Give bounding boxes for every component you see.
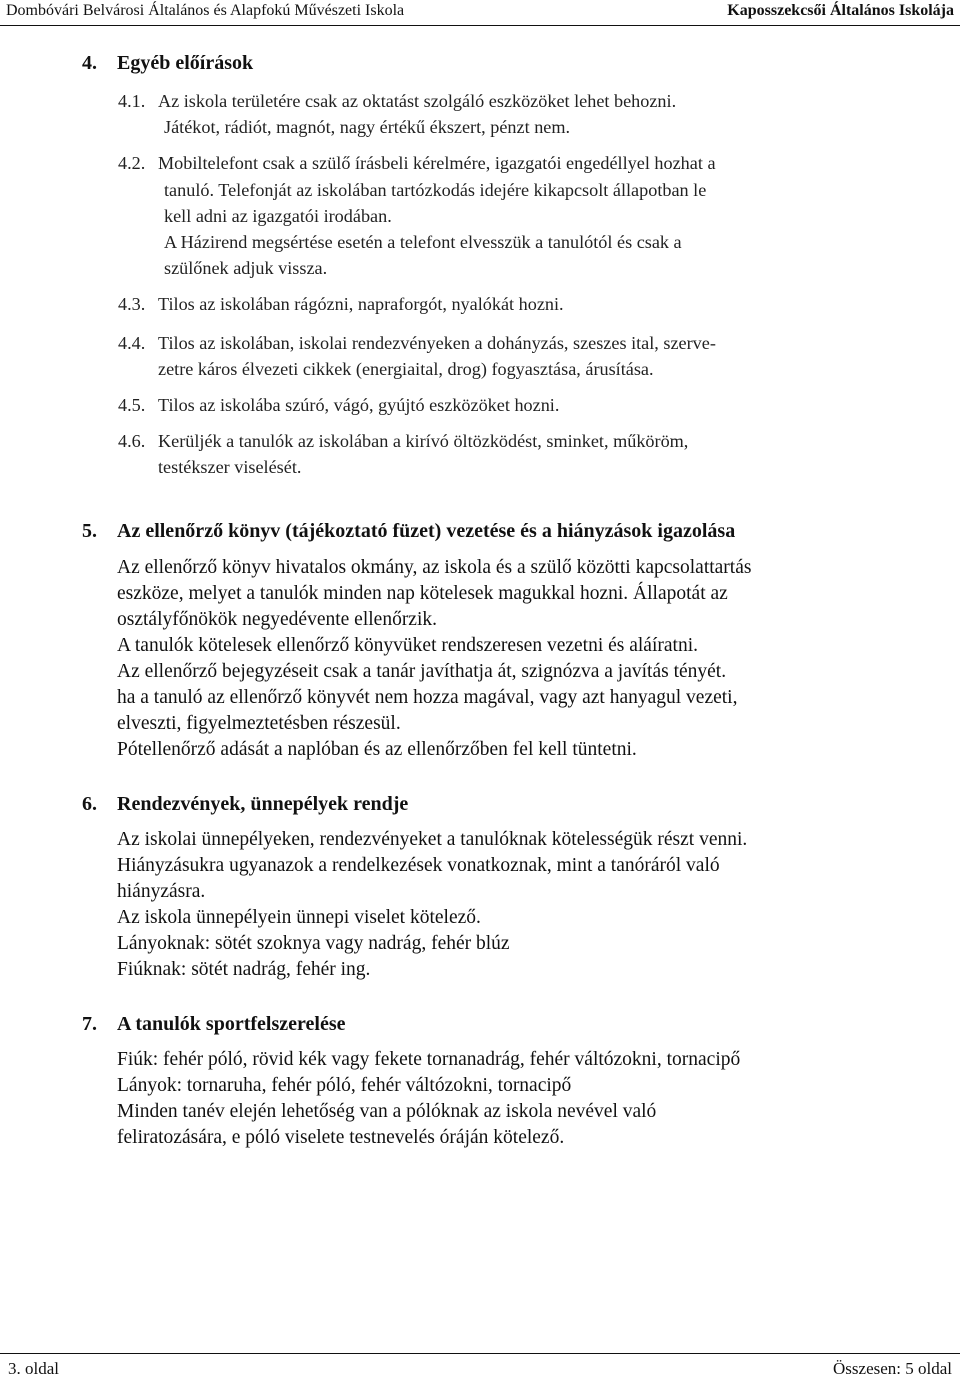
item-4-2-number: 4.2. — [118, 153, 146, 173]
item-4-1-line: Játékot, rádiót, magnót, nagy értékű ékszert, pénzt nem. — [164, 117, 571, 137]
section-6-line: Az iskolai ünnepélyeken, rendezvényeket a tanulóknak kötelességük részt venni. — [117, 829, 748, 850]
section-6-line: Hiányzásukra ugyanazok a rendelkezések vonatkoznak, mint a tanóráról való — [117, 855, 720, 876]
item-4-3-number: 4.3. — [118, 294, 146, 314]
header-school-name: Dombóvári Belvárosi Általános és Alapfokú Művészeti Iskola — [6, 2, 405, 19]
item-4-6-line: testékszer viselését. — [158, 457, 302, 477]
item-4-6-line: Kerüljék a tanulók az iskolában a kirívó öltözködést, sminket, műköröm, — [158, 431, 689, 451]
item-4-2-line: szülőnek adjuk vissza. — [164, 258, 328, 278]
footer-total-pages: Összesen: 5 oldal — [833, 1359, 952, 1378]
item-4-1-line: Az iskola területére csak az oktatást szolgáló eszközöket lehet behozni. — [158, 91, 677, 111]
header-rule — [0, 25, 960, 26]
section-6-number: 6. — [82, 793, 97, 815]
footer-page-number: 3. oldal — [8, 1359, 59, 1378]
item-4-5-number: 4.5. — [118, 395, 146, 415]
section-7-line: Lányok: tornaruha, fehér póló, fehér váltózokni, tornacipő — [117, 1075, 572, 1096]
section-4-number: 4. — [82, 52, 97, 74]
item-4-6-number: 4.6. — [118, 431, 146, 451]
item-4-4-line: zetre káros élvezeti cikkek (energiaital, drog) fogyasztása, árusítása. — [158, 359, 654, 379]
section-7-number: 7. — [82, 1013, 97, 1035]
section-7-line: feliratozására, e póló viselete testnevelés óráján kötelező. — [117, 1127, 565, 1148]
section-6-line: Lányoknak: sötét szoknya vagy nadrág, fehér blúz — [117, 933, 510, 954]
section-5-line: eszköze, melyet a tanulók minden nap kötelesek magukkal hozni. Állapotát az — [117, 583, 728, 604]
item-4-2-line: Mobiltelefont csak a szülő írásbeli kérelmére, igazgatói engedéllyel hozhat a — [158, 153, 716, 173]
section-5-line: elveszti, figyelmeztetésben részesül. — [117, 713, 401, 734]
item-4-1-number: 4.1. — [118, 91, 146, 111]
section-5-line: Az ellenőrző könyv hivatalos okmány, az iskola és a szülő közötti kapcsolattartás — [117, 557, 752, 578]
section-5-line: Az ellenőrző bejegyzéseit csak a tanár javíthatja át, szignózva a javítás tényét. — [117, 661, 727, 682]
item-4-2-line: A Házirend megsértése esetén a telefont elvesszük a tanulótól és csak a — [164, 232, 682, 252]
section-6-line: hiányzásra. — [117, 881, 206, 902]
section-5-number: 5. — [82, 520, 97, 542]
item-4-4-number: 4.4. — [118, 333, 146, 353]
section-5-title: Az ellenőrző könyv (tájékoztató füzet) vezetése és a hiányzások igazolása — [117, 520, 736, 542]
header-branch-name: Kaposszekcsői Általános Iskolája — [727, 2, 954, 19]
section-6-line: Fiúknak: sötét nadrág, fehér ing. — [117, 959, 371, 980]
section-6-title: Rendezvények, ünnepélyek rendje — [117, 793, 409, 815]
section-5-line: A tanulók kötelesek ellenőrző könyvüket rendszeresen vezetni és aláíratni. — [117, 635, 698, 656]
section-5-line: osztályfőnökök negyedévente ellenőrzik. — [117, 609, 438, 630]
section-4-title: Egyéb előírások — [117, 52, 254, 74]
section-7-line: Fiúk: fehér póló, rövid kék vagy fekete tornanadrág, fehér váltózokni, tornacipő — [117, 1049, 741, 1070]
item-4-2-line: tanuló. Telefonját az iskolában tartózkodás idejére kikapcsolt állapotban le — [164, 180, 707, 200]
section-6-line: Az iskola ünnepélyein ünnepi viselet kötelező. — [117, 907, 481, 928]
page-header — [0, 0, 960, 26]
item-4-3-line: Tilos az iskolában rágózni, napraforgót, nyalókát hozni. — [158, 294, 564, 314]
footer-rule — [0, 1353, 960, 1354]
section-5-line: Pótellenőrző adását a naplóban és az ellenőrzőben fel kell tüntetni. — [117, 739, 637, 760]
item-4-5-line: Tilos az iskolába szúró, vágó, gyújtó eszközöket hozni. — [158, 395, 560, 415]
section-7-line: Minden tanév elején lehetőség van a pólóknak az iskola nevével való — [117, 1101, 657, 1122]
item-4-4-line: Tilos az iskolában, iskolai rendezvényeken a dohányzás, szeszes ital, szerve- — [158, 333, 716, 353]
section-7-title: A tanulók sportfelszerelése — [117, 1013, 346, 1035]
section-5-line: ha a tanuló az ellenőrző könyvét nem hozza magával, vagy azt hanyagul vezeti, — [117, 687, 738, 708]
item-4-2-line: kell adni az igazgatói irodában. — [164, 206, 392, 226]
